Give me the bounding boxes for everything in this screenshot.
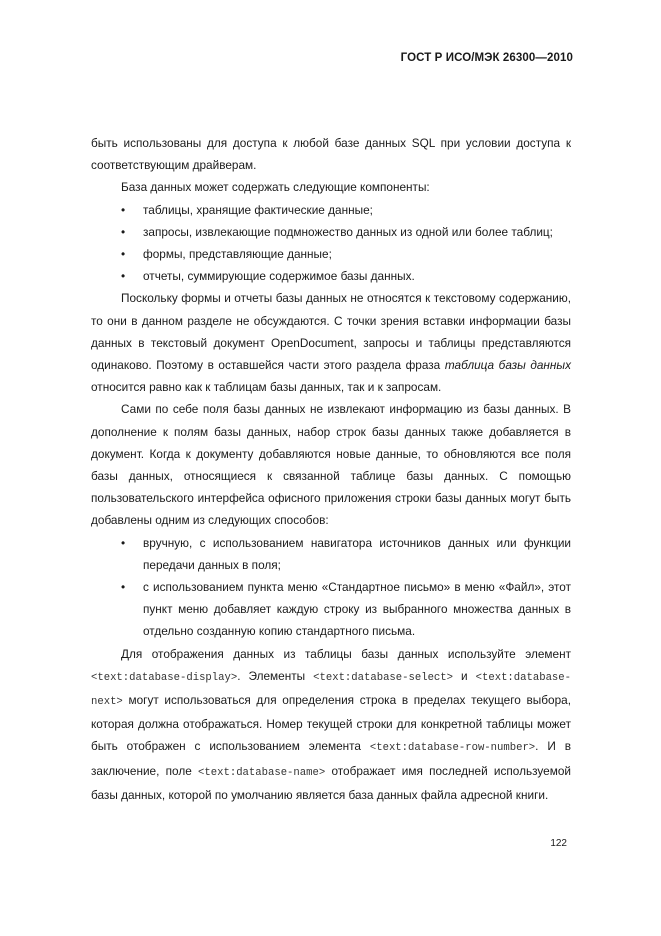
list-item: • отчеты, суммирующие содержимое базы данных. [91, 265, 571, 287]
code-element: <text:database-row-number> [369, 742, 536, 755]
code-element: <text:database-display> [91, 671, 238, 684]
list-item: • формы, представляющие данные; [91, 243, 571, 265]
code-element: <text:database-select> [313, 671, 454, 684]
paragraph-database-fields: Сами по себе поля базы данных не извлекают информацию из базы данных. В дополнение к полям базы данных, набор строк базы данных также добавляется в документ. Когда к документу добавляются новые данные, то обновляются все поля базы данных, относящиеся к связанной таблице базы данных. С помощью пользовательского интерфейса офисного приложения строки базы данных могут быть добавлены одним из следующих способов: [91, 402, 571, 528]
running-header: ГОСТ Р ИСО/МЭК 26300—2010 [400, 52, 573, 64]
paragraph-components-intro: База данных может содержать следующие компоненты: [121, 180, 430, 195]
code-element: <text:database-next> [91, 671, 571, 709]
body-text [91, 132, 571, 806]
paragraph-display-elements: Для отображения данных из таблицы базы данных используйте элемент <text:database-display>. Элементы <text:database-select> и <text:database-next> могут использоваться для определения строка в пределах текущего выбора, которая должна отображаться. Номер текущей строки для конкретной таблицы может быть отображен с использованием элемента <text:database-row-number>. И в заключение, поле <text:database-name> отображает имя последней используемой базы данных, которой по умолчанию является база данных файла адресной книги. [91, 646, 572, 802]
paragraph-forms-reports: Поскольку формы и отчеты базы данных не относятся к текстовому содержанию, то они в данном разделе не обсуждаются. С точки зрения вставки информации базы данных в текстовый документ OpenDocument, запросы и таблицы представляются одинаково. Поэтому в оставшейся части этого раздела фраза таблица базы данных относится равно как к таблицам базы данных, так и к запросам. [91, 291, 571, 395]
code-element: <text:database-name> [198, 766, 326, 779]
bullet-icon: • [121, 535, 126, 550]
bullet-icon: • [121, 247, 126, 262]
bullet-icon: • [121, 269, 126, 284]
bullet-icon: • [121, 202, 126, 217]
list-item: • с использованием пункта меню «Стандартное письмо» в меню «Файл», этот пункт меню добавляет каждую строку из выбранного множества данных в отдельно созданную копию стандартного письма. [91, 576, 571, 643]
bullet-icon: • [121, 224, 126, 239]
paragraph-continuation: быть использованы для доступа к любой базе данных SQL при условии доступа к соответствующим драйверам. [91, 136, 571, 173]
list-item: • запросы, извлекающие подмножество данных из одной или более таблиц; [91, 221, 571, 243]
page-number: 122 [550, 838, 567, 849]
emphasis-term: таблица базы данных [444, 358, 571, 373]
list-item: • вручную, с использованием навигатора источников данных или функции передачи данных в поля; [91, 532, 571, 576]
components-list [91, 199, 571, 288]
methods-list [91, 532, 571, 643]
list-item: • таблицы, хранящие фактические данные; [91, 199, 571, 221]
bullet-icon: • [121, 580, 126, 595]
